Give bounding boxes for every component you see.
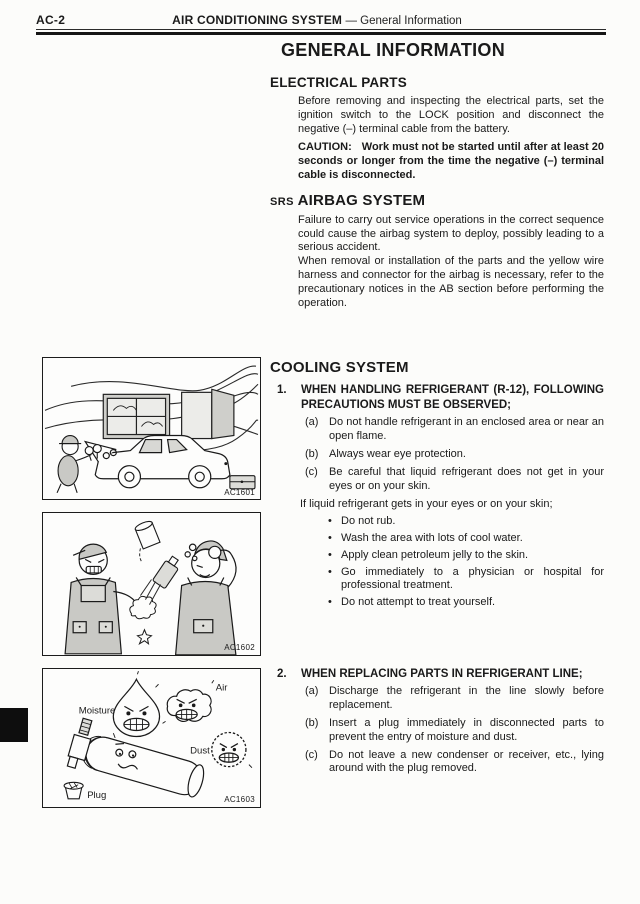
electrical-parts-paragraph: Before removing and inspecting the electrical parts, set the ignition switch to the LOCK position and disconnect the negative (–) terminal cable from the battery. bbox=[298, 95, 604, 135]
figure-code: AC1603 bbox=[224, 794, 255, 804]
moisture-label: Moisture bbox=[78, 705, 116, 717]
text-column bbox=[268, 36, 604, 776]
airbag-paragraph-1: Failure to carry out service operations in the correct sequence could cause the airbag system to deploy, possibly leading to a serious accident. bbox=[298, 213, 604, 254]
bullet-3 bbox=[328, 549, 604, 563]
bullet-1-text: Do not rub. bbox=[341, 515, 396, 528]
figure-ac1602 bbox=[42, 512, 261, 656]
item-2b-label: (b) bbox=[305, 717, 319, 730]
plug-label: Plug bbox=[87, 789, 107, 801]
item-2c-label: (c) bbox=[305, 748, 318, 761]
header-subsection: — General Information bbox=[345, 15, 462, 27]
ventilated-area-illustration bbox=[43, 358, 260, 499]
dust-label: Dust bbox=[190, 745, 210, 757]
numbered-item-2 bbox=[277, 667, 604, 682]
bullet-3-text: Apply clean petroleum jelly to the skin. bbox=[341, 548, 529, 561]
splash-icon bbox=[130, 596, 156, 643]
item-2c bbox=[305, 749, 604, 777]
airbag-paragraph-2: When removal or installation of the parts and the yellow wire harness and connector for the airbag is necessary, refer to the precautionary notices in the AB section before performing the operation. bbox=[298, 255, 604, 309]
bullet-5 bbox=[328, 596, 604, 610]
moisture-air-dust-illustration bbox=[43, 669, 260, 807]
page-title: GENERAL INFORMATION bbox=[281, 40, 506, 60]
spray-can-icon bbox=[140, 555, 182, 605]
item-1c-text: Be careful that liquid refrigerant does not get in your eyes or on your skin. bbox=[329, 465, 604, 492]
bullet-2-text: Wash the area with lots of cool water. bbox=[341, 531, 523, 544]
header-rule-thin bbox=[36, 29, 606, 30]
item-2b-text: Insert a plug immediately in disconnected parts to prevent the entry of moisture and dust. bbox=[329, 717, 604, 743]
air-cloud-icon bbox=[163, 680, 214, 723]
bullet-2 bbox=[328, 532, 604, 546]
header-rule-thick bbox=[36, 32, 606, 35]
figure-code: AC1601 bbox=[224, 487, 255, 497]
car-icon bbox=[85, 436, 230, 488]
item-1a bbox=[305, 416, 604, 444]
item-2-number: 2. bbox=[277, 667, 287, 680]
item-2a-label: (a) bbox=[305, 685, 319, 698]
header-title bbox=[106, 13, 528, 27]
item-1a-label: (a) bbox=[305, 416, 319, 429]
bullet-dot: • bbox=[328, 531, 332, 544]
left-mechanic-icon bbox=[65, 544, 145, 654]
air-label: Air bbox=[215, 682, 228, 694]
dust-ball-icon bbox=[212, 732, 252, 767]
bullet-dot: • bbox=[328, 515, 332, 528]
caution-paragraph bbox=[298, 141, 604, 182]
pouring-can-icon bbox=[134, 520, 160, 562]
airbag-heading-text: AIRBAG SYSTEM bbox=[297, 191, 426, 209]
bullet-4 bbox=[328, 566, 604, 594]
plug-icon bbox=[64, 782, 83, 798]
item-1b-text: Always wear eye protection. bbox=[329, 447, 466, 460]
item-1a-text: Do not handle refrigerant in an enclosed area or near an open flame. bbox=[329, 416, 604, 443]
item-2-title: WHEN REPLACING PARTS IN REFRIGERANT LINE; bbox=[301, 667, 583, 680]
item-1-number: 1. bbox=[277, 384, 287, 397]
bullet-1 bbox=[328, 515, 604, 529]
bullet-dot: • bbox=[328, 565, 332, 578]
bullet-dot: • bbox=[328, 596, 332, 609]
item-2a bbox=[305, 685, 604, 713]
right-mechanic-icon bbox=[176, 541, 236, 655]
caution-label: CAUTION: bbox=[298, 141, 352, 154]
refrigerant-contact-illustration bbox=[43, 513, 260, 655]
figure-ac1601 bbox=[42, 357, 261, 500]
heading-airbag-system bbox=[270, 192, 604, 209]
figure-ac1603 bbox=[42, 668, 261, 808]
numbered-item-1 bbox=[277, 383, 604, 412]
page-number: AC-2 bbox=[36, 13, 66, 27]
figure-code: AC1602 bbox=[224, 642, 255, 652]
heading-cooling-system: COOLING SYSTEM bbox=[270, 359, 409, 377]
heading-electrical-parts: ELECTRICAL PARTS bbox=[270, 75, 407, 90]
header-section-title: AIR CONDITIONING SYSTEM bbox=[172, 13, 343, 27]
open-window-left-icon bbox=[103, 394, 169, 438]
bullet-5-text: Do not attempt to treat yourself. bbox=[341, 596, 496, 609]
open-window-right-icon bbox=[182, 389, 234, 438]
item-2a-text: Discharge the refrigerant in the line slowly before replacement. bbox=[329, 685, 604, 712]
section-thumb-tab bbox=[0, 708, 28, 742]
caution-text: Work must not be started until after at least 20 seconds or longer from the time the negative (–) terminal cable is disconnected. bbox=[298, 141, 604, 181]
item-2c-text: Do not leave a new condenser or receiver, etc., lying around with the plug removed. bbox=[329, 748, 604, 775]
item-1b bbox=[305, 448, 604, 462]
item-2b bbox=[305, 717, 604, 745]
item-1c-label: (c) bbox=[305, 465, 318, 478]
item-1-note: If liquid refrigerant gets in your eyes or on your skin; bbox=[300, 498, 553, 511]
item-1-title: WHEN HANDLING REFRIGERANT (R-12), FOLLOWING PRECAUTIONS MUST BE OBSERVED; bbox=[301, 384, 604, 411]
bullet-dot: • bbox=[328, 548, 332, 561]
item-1c bbox=[305, 466, 604, 494]
item-1b-label: (b) bbox=[305, 447, 319, 460]
moisture-droplet-icon bbox=[113, 671, 159, 736]
bullet-4-text: Go immediately to a physician or hospital for professional treatment. bbox=[341, 565, 604, 592]
page-header bbox=[36, 13, 606, 27]
srs-prefix: SRS bbox=[270, 195, 294, 208]
